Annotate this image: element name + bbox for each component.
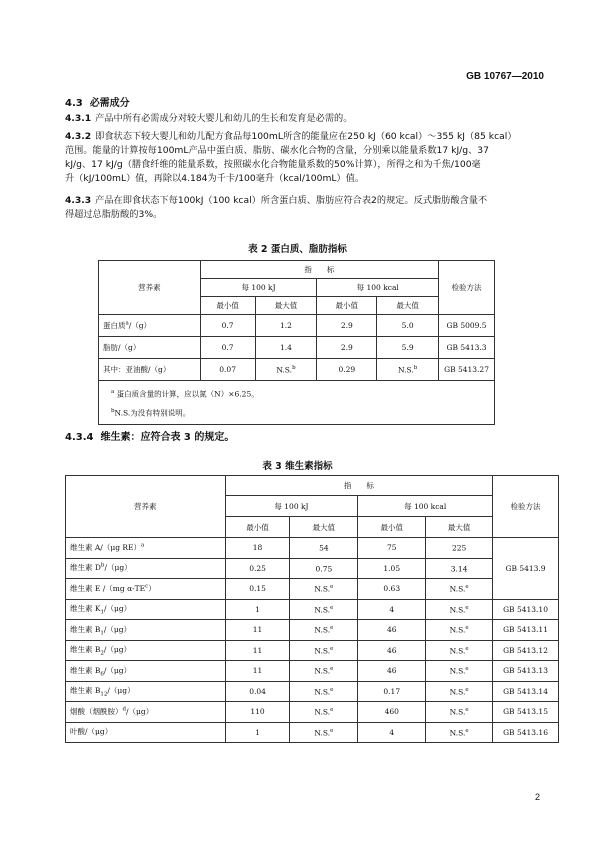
table-2	[98, 260, 495, 425]
table-row: 蛋白质$^a$/（g） 0.7 1.2 2.9 5.0 GB 5009.5	[99, 315, 495, 337]
page-number: 2	[535, 792, 541, 802]
table-row: 维生素 $K_1/(\mu g)$ 1 N.S.$^e$ 4 N.S.$^e$ GB 5413.10	[66, 599, 559, 620]
t3-header-per-kcal: 每 100 kcal	[358, 496, 493, 517]
t3-header-nutrient: 营养素	[66, 476, 226, 538]
section-4-3-heading: 4.3 必需成分	[65, 98, 130, 109]
table-row: 维生素 $B_{12}/(\mu g)$ 0.04 N.S.$^e$ 0.17 N.S.$^e$ GB 5413.14	[66, 681, 559, 702]
table-row: 叶酸/（μg） 1 N.S.$^e$ 4 N.S.$^e$ GB 5413.16	[66, 722, 559, 743]
t2-header-per-kcal: 每 100 kcal	[317, 279, 439, 297]
t2-header-per-kj: 每 100 kJ	[200, 279, 317, 297]
table-row: 维生素 $B_2/(\mu g)$ 11 N.S.$^e$ 46 N.S.$^e$ GB 5413.12	[66, 640, 559, 661]
section-4-3-2: 4.3.2 即食状态下较大婴儿和幼儿配方食品每100mL所含的能量应在250 kJ（60 kcal）～355 kJ（85 kcal） 范围。能量的计算按每100mL产品中蛋白质、脂肪、碳水化合物的含量，分别乘以能量系数17 kJ/g、37 kJ/g、17 kJ/g（膳食纤维的能量系数，按照碳水化合物能量系数的50%计算），所得之和为千焦/100毫 升（kJ/100mL）值，再除以4.184为千卡/100毫升（kcal/100mL）值。	[65, 131, 517, 184]
table-row: 维生素 $B_6/(\mu g)$ 11 N.S.$^e$ 46 N.S.$^e$ GB 5413.13	[66, 661, 559, 682]
t3-header-index: 指 标	[225, 476, 492, 496]
t2-header-max: 最大值	[377, 297, 439, 315]
table-3-caption: 表 3 维生素指标	[262, 461, 333, 472]
t2-header-min: 最小值	[200, 297, 255, 315]
t2-header-method: 检验方法	[439, 261, 495, 315]
table-row: 维生素 $B_1/(\mu g)$ 11 N.S.$^e$ 46 N.S.$^e$ GB 5413.11	[66, 620, 559, 641]
t2-header-min: 最小值	[317, 297, 377, 315]
standard-number: GB 10767—2010	[466, 71, 544, 82]
t3-header-per-kj: 每 100 kJ	[225, 496, 358, 517]
section-4-3-1: 4.3.1 产品中所有必需成分对较大婴儿和幼儿的生长和发育是必需的。	[65, 113, 353, 124]
t2-header-max: 最大值	[255, 297, 317, 315]
table-row: 脂肪/（g） 0.7 1.4 2.9 5.9 GB 5413.3	[99, 337, 495, 359]
t2-header-index: 指 标	[200, 261, 438, 279]
t3-header-method: 检验方法	[493, 476, 559, 538]
table-row: 烟酸（烟酰胺）$^d$/（μg） 110 N.S.$^e$ 460 N.S.$^e$ GB 5413.15	[66, 702, 559, 723]
table-3-body	[66, 538, 559, 743]
table-2-notes: $^a$ 蛋白质含量的计算，应以氮（N）×6.25。 $^b$N.S.为没有特别说明。	[99, 381, 495, 425]
section-4-3-4: 4.3.4 维生素：应符合表 3 的规定。	[65, 432, 235, 443]
table-3: 营养素 指 标 检验方法 每 100 kJ 每 100 kcal 最小值 最大值 最小值 最大值 维生素 A/（μg RE）$^a$ 18 54 75 225 GB 5413.9 维生素 $D^b/(\mu g)$ 0.25 0.75 1.05 3.14 维生素 E /（mg $\alpha-TE^c$） 0.15 N.S.$^e$ 0.63 N.S.$^e$ 维生素 $K_1/(\mu g)$ 1 N.S.$^e$ 4 N.S.$^e$ GB 5413.10 维生素 $B_1/(\mu g)$ 11 N.S.$^e$ 46 N.S.$^e$ GB 5413.11 维生素 $B_2/(\mu g)$ 11 N.S.$^e$ 46 N.S.$^e$ GB 5413.12 维生素 $B_6/(\mu g)$ 11 N.S.$^e$ 46 N.S.$^e$ GB 5413.13 维生素 $B_{12}/(\mu g)$ 0.04 N.S.$^e$ 0.17 N.S.$^e$ GB 5413.14 烟酸（烟酰胺）$^d$/（μg） 110 N.S.$^e$ 460 N.S.$^e$ GB 5413.15 叶酸/（μg） 1 N.S.$^e$ 4 N.S.$^e$ GB 5413.16	[65, 475, 559, 743]
table-row: 维生素 E /（mg $\alpha-TE^c$） 0.15 N.S.$^e$ 0.63 N.S.$^e$	[66, 579, 559, 600]
table-row: 其中：亚油酸/（g） 0.07 N.S.$^b$ 0.29 N.S.$^b$ GB 5413.27	[99, 359, 495, 381]
table-row: 维生素 $D^b/(\mu g)$ 0.25 0.75 1.05 3.14	[66, 558, 559, 579]
section-4-3-3: 4.3.3 产品在即食状态下每100kJ（100 kcal）所含蛋白质、脂肪应符合表2的规定。反式脂肪酸含量不 得超过总脂肪酸的3%。	[65, 195, 488, 220]
table-row: 维生素 A/（μg RE）$^a$ 18 54 75 225 GB 5413.9	[66, 538, 559, 559]
t2-header-nutrient: 营养素	[99, 261, 201, 315]
table-2-caption: 表 2 蛋白质、脂肪指标	[248, 244, 347, 255]
